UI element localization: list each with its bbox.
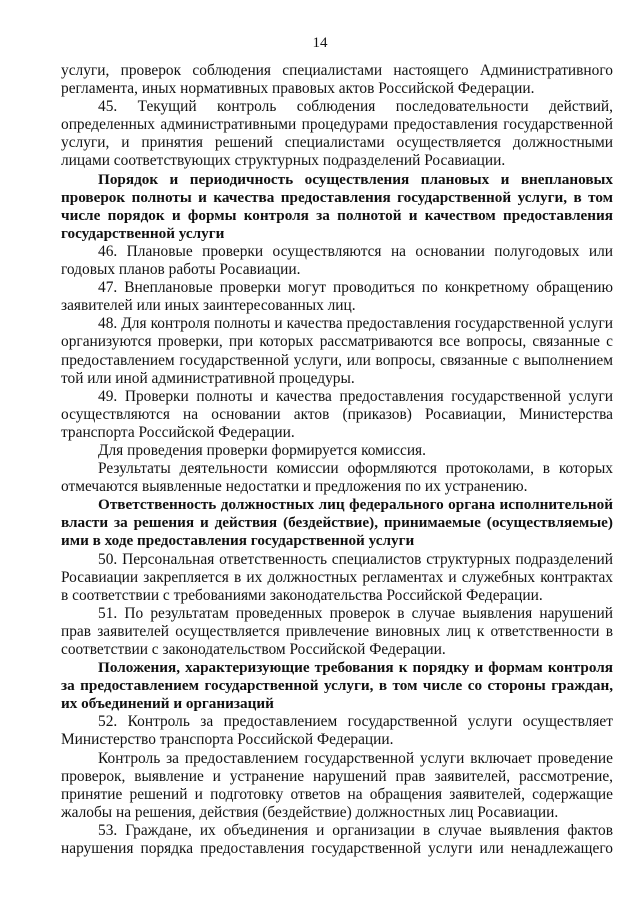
body-paragraph: Контроль за предоставлением государственной услуги включает проведение проверок, выявление и устранение нарушений прав заявителей, рассмотрение, принятие решений и подготовку ответов на обращения заявителей, содержащие жалобы на решения, действия (бездействие) должностных лиц Росавиации. — [61, 749, 613, 821]
body-paragraph: 49. Проверки полноты и качества предоставления государственной услуги осуществляются на основании актов (приказов) Росавиации, Министерства транспорта Российской Федерации. — [61, 387, 613, 441]
body-paragraph: 46. Плановые проверки осуществляются на основании полугодовых или годовых планов работы Росавиации. — [61, 242, 613, 279]
body-paragraph: 48. Для контроля полноты и качества предоставления государственной услуги организуются проверки, при которых рассматриваются все вопросы, связанные с предоставлением государственной услуги, или вопросы, связанные с выполнением той или иной административной процедуры. — [61, 315, 613, 387]
body-paragraph: Для проведения проверки формируется комиссия. — [98, 441, 426, 459]
body-paragraph: 53. Граждане, их объединения и организации в случае выявления фактов нарушения порядка предоставления государственной услуги или ненадлежащего — [61, 821, 613, 858]
document-body — [61, 62, 613, 858]
body-paragraph: 47. Внеплановые проверки могут проводиться по конкретному обращению заявителей или иных заинтересованных лиц. — [61, 279, 613, 315]
page-number: 14 — [312, 35, 328, 51]
body-paragraph: Результаты деятельности комиссии оформляются протоколами, в которых отмечаются выявленные недостатки и предложения по их устранению. — [61, 460, 613, 496]
body-paragraph: 45. Текущий контроль соблюдения последовательности действий, определенных административными процедурами предоставления государственной услуги, и принятия решений специалистами осуществляется должностными лицами соответствующих структурных подразделений Росавиации. — [61, 98, 613, 170]
section-heading: Порядок и периодичность осуществления плановых и внеплановых проверок полноты и качества предоставления государственной услуги, в том числе порядок и формы контроля за полнотой и качеством предоставления государственной услуги — [61, 170, 613, 242]
section-heading: Ответственность должностных лиц федерального органа исполнительной власти за решения и действия (бездействие), принимаемые (осуществляемые) ими в ходе предоставления государственной услуги — [61, 496, 613, 550]
section-heading: Положения, характеризующие требования к порядку и формам контроля за предоставлением государственной услуги, в том числе со стороны граждан, их объединений и организаций — [61, 659, 613, 713]
body-paragraph: 50. Персональная ответственность специалистов структурных подразделений Росавиации закрепляется в их должностных регламентах и служебных контрактах в соответствии с требованиями законодательства Российской Федерации. — [61, 550, 613, 604]
body-paragraph: 51. По результатам проведенных проверок в случае выявления нарушений прав заявителей осуществляется привлечение виновных лиц к ответственности в соответствии с законодательством Российской Федерации. — [61, 604, 613, 658]
body-paragraph: услуги, проверок соблюдения специалистами настоящего Административного регламента, иных нормативных правовых актов Российской Федерации. — [61, 62, 613, 98]
body-paragraph: 52. Контроль за предоставлением государственной услуги осуществляет Министерство транспорта Российской Федерации. — [61, 713, 613, 749]
